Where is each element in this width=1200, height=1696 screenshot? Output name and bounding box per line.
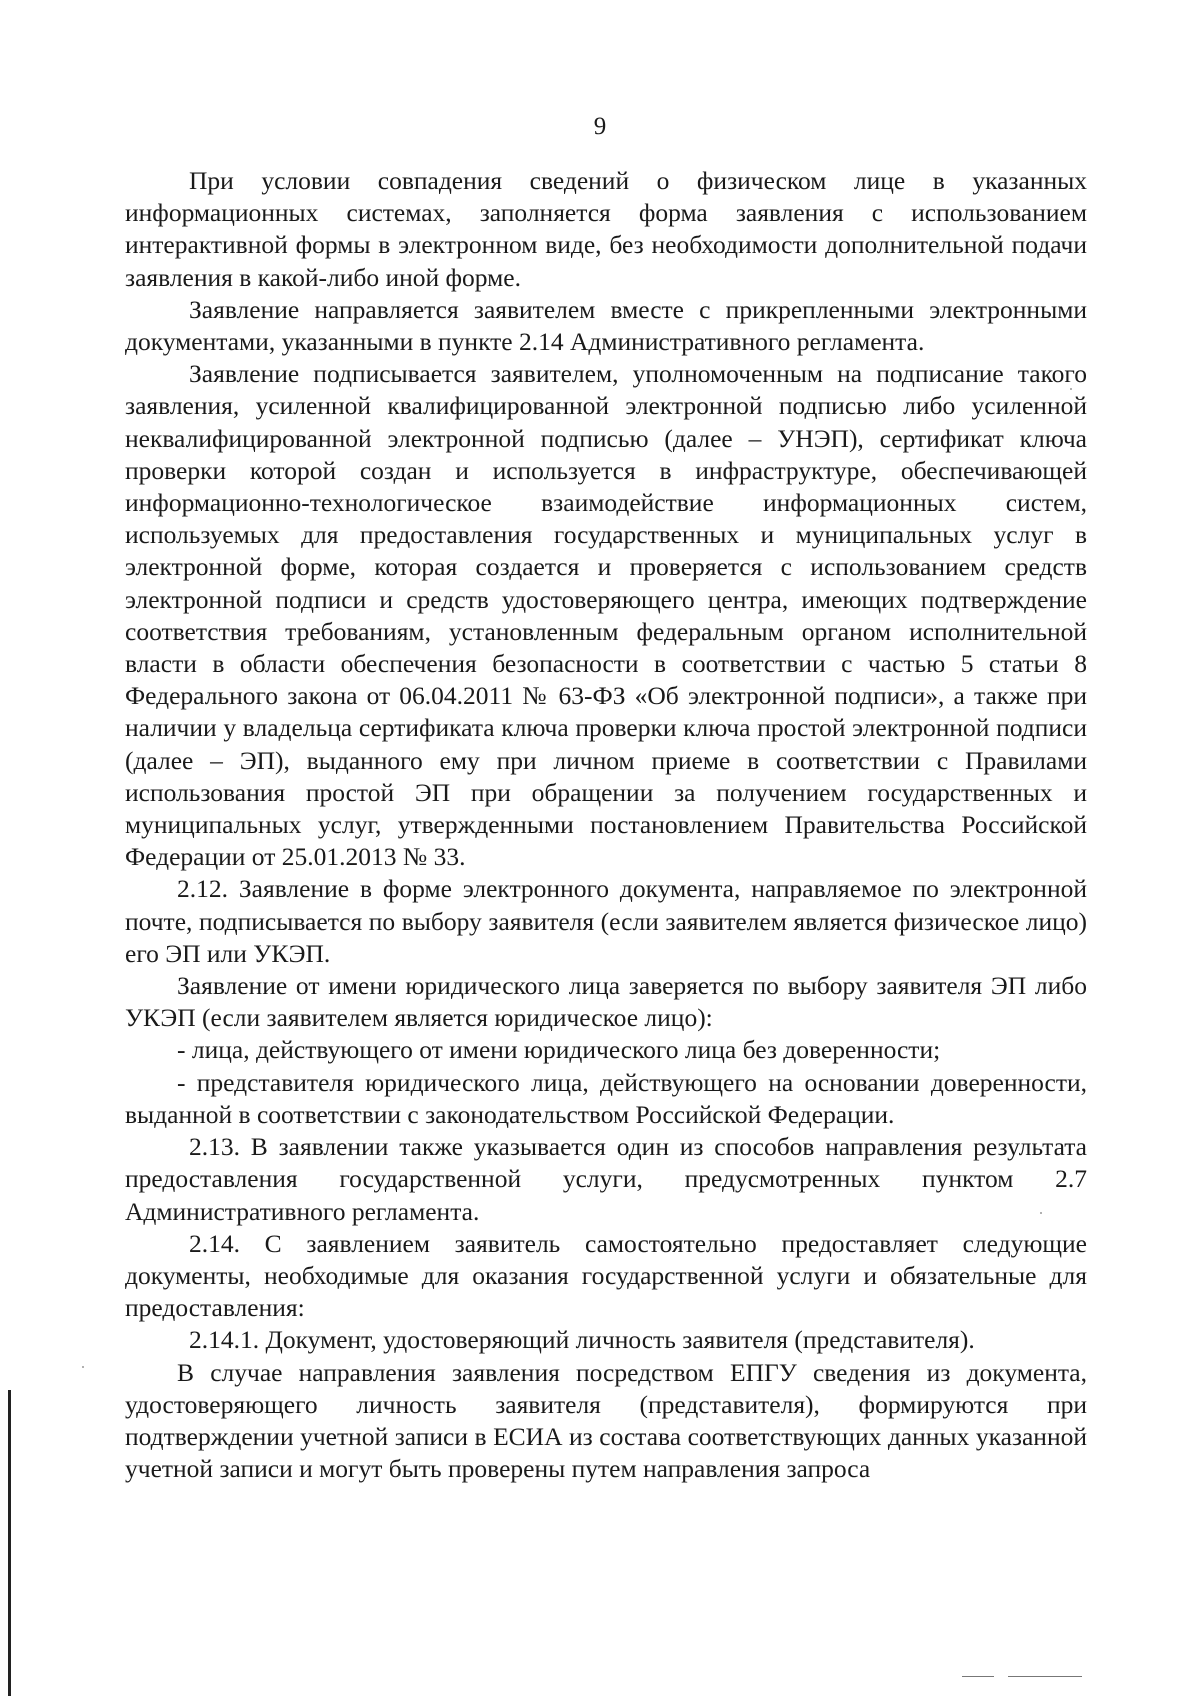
list-item-without-power-of-attorney: - лица, действующего от имени юридического лица без доверенности; [177, 1035, 941, 1065]
paragraph-2-13: 2.13. В заявлении также указывается один из способов направления результата предоставления государственной услуги, предусмотренных пунктом 2.7 Административного регламента. [125, 1132, 1087, 1226]
paragraph-2-14: 2.14. С заявлением заявитель самостоятельно предоставляет следующие документы, необходимые для оказания государственной услуги и обязательные для предоставления: [125, 1228, 1087, 1323]
paragraph-2-14-1: 2.14.1. Документ, удостоверяющий личность заявителя (представителя). [189, 1325, 975, 1355]
scan-speck [1070, 388, 1072, 390]
scan-mark-short [962, 1676, 994, 1677]
paragraph-epgu-identity: В случае направления заявления посредством ЕПГУ сведения из документа, удостоверяющего личность заявителя (представителя), формируются при подтверждении учетной записи в ЕСИА из состава соответствующих данных указанной учетной записи и могут быть проверены путем направления запроса [125, 1357, 1087, 1484]
page-number: 9 [593, 113, 607, 140]
paragraph-application-sent: Заявление направляется заявителем вместе с прикрепленными электронными документами, указанными в пункте 2.14 Административного регламента. [125, 294, 1087, 357]
list-item-representative: - представителя юридического лица, действующего на основании доверенности, выданной в соответствии с законодательством Российской Федерации. [125, 1067, 1087, 1129]
scan-speck [82, 1366, 84, 1368]
paragraph-signature-requirements: Заявление подписывается заявителем, уполномоченным на подписание такого заявления, усиленной квалифицированной электронной подписью либо усиленной неквалифицированной электронной подписью (далее – УНЭП), сертификат ключа проверки которой создан и используется в инфраструктуре, обеспечивающей информационно-технологическое взаимодействие информационных систем, используемых для предоставления государственных и муниципальных услуг в электронной форме, которая создается и проверяется с использованием средств электронной подписи и средств удостоверяющего центра, имеющих подтверждение соответствия требованиям, установленным федеральным органом исполнительной власти в области обеспечения безопасности в соответствии с частью 5 статьи 8 Федерального закона от 06.04.2011 № 63-ФЗ «Об электронной подписи», а также при наличии у владельца сертификата ключа проверки ключа простой электронной подписи (далее – ЭП), выданного ему при личном приеме в соответствии с Правилами использования простой ЭП при обращении за получением государственных и муниципальных услуг, утвержденными постановлением Правительства Российской Федерации от 25.01.2013 № 33. [125, 359, 1087, 872]
paragraph-matching-info: При условии совпадения сведений о физическом лице в указанных информационных системах, заполняется форма заявления с использованием интерактивной формы в электронном виде, без необходимости дополнительной подачи заявления в какой-либо иной форме. [125, 166, 1087, 292]
scan-edge-line [8, 1390, 11, 1696]
document-body [125, 165, 1087, 1485]
paragraph-legal-entity: Заявление от имени юридического лица заверяется по выбору заявителя ЭП либо УКЭП (если заявителем является юридическое лицо): [125, 971, 1087, 1033]
scan-speck [1040, 1212, 1042, 1214]
scan-mark-long [1008, 1676, 1082, 1677]
paragraph-2-12: 2.12. Заявление в форме электронного документа, направляемое по электронной почте, подписывается по выбору заявителя (если заявителем является физическое лицо) его ЭП или УКЭП. [125, 874, 1087, 968]
